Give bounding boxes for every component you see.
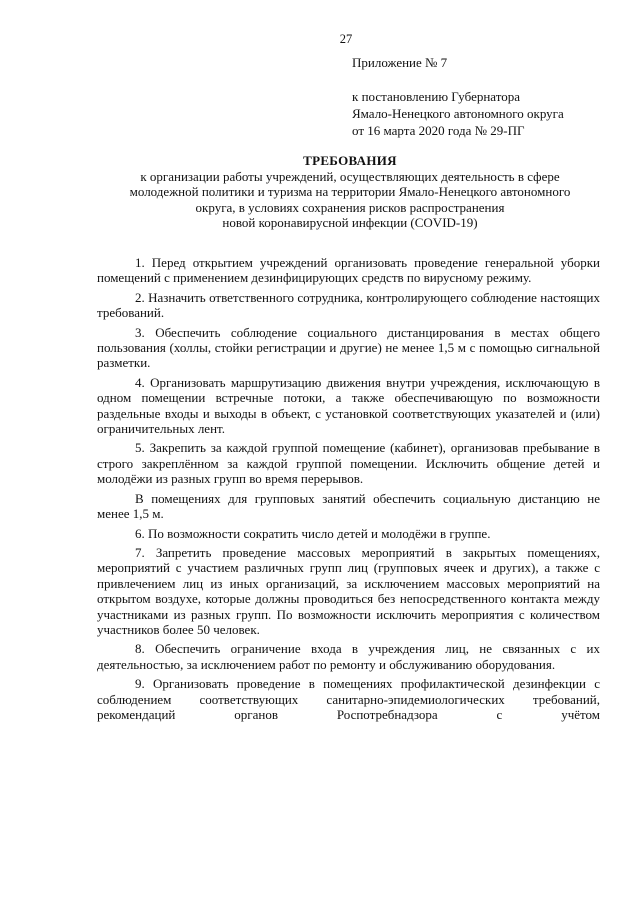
requirement-paragraph: 6. По возможности сократить число детей и молодёжи в группе. (135, 525, 491, 541)
requirement-paragraph: 5. Закрепить за каждой группой помещение (кабинет), организовав пребывание в строго закреплённом за каждой группой помещении. Исключить общение детей и молодёжи из разных групп во время перерывов. (97, 440, 600, 487)
page-number: 27 (339, 32, 353, 46)
requirement-paragraph: В помещениях для групповых занятий обеспечить социальную дистанцию не менее 1,5 м. (97, 490, 600, 522)
requirement-paragraph: 3. Обеспечить соблюдение социального дистанцирования в местах общего пользования (холлы, стойки регистрации и другие) не менее 1,5 м с помощью сигнальной разметки. (97, 324, 600, 371)
requirements-list (97, 255, 600, 722)
requirement-paragraph: 2. Назначить ответственного сотрудника, контролирующего соблюдение настоящих требований. (97, 289, 600, 321)
appendix-spacer (352, 71, 564, 88)
appendix-line: Ямало-Ненецкого автономного округа (352, 106, 564, 121)
appendix-line: от 16 марта 2020 года № 29-ПГ (352, 123, 525, 138)
document-title: ТРЕБОВАНИЯ (303, 153, 397, 168)
appendix-title: Приложение № 7 (352, 55, 448, 70)
requirement-paragraph: 8. Обеспечить ограничение входа в учреждения лиц, не связанных с их деятельностью, за исключением работ по ремонту и обслуживанию оборудования. (97, 641, 600, 672)
appendix-line: к постановлению Губернатора (352, 89, 521, 104)
requirement-paragraph: 7. Запретить проведение массовых мероприятий в закрытых помещениях, мероприятий с участием различных групп лиц (групповых ячеек и других), а также с привлечением лиц из иных организаций, за исключением массовых мероприятий на открытом воздухе, которые должны проводиться без непосредственного контакта между участниками из разных групп. По возможности исключить мероприятия с количеством участников более 50 человек. (97, 544, 600, 637)
appendix-block (352, 54, 564, 139)
requirement-paragraph: 4. Организовать маршрутизацию движения внутри учреждения, исключающую в одном помещении встречные потоки, а также обеспечивающую по возможности раздельные входы и выходы в объект, с установкой соответствующих указателей и (или) ограничительных лент. (97, 374, 600, 437)
requirement-paragraph: 9. Организовать проведение в помещениях профилактической дезинфекции с соблюдением соответствующих санитарно-эпидемиологических требований, рекомендаций органов Роспотребнадзора с учётом (97, 676, 600, 722)
heading-line: округа, в условиях сохранения рисков распространения (195, 199, 505, 215)
document-heading (90, 153, 610, 231)
heading-line: молодежной политики и туризма на территории Ямало-Ненецкого автономного (129, 184, 571, 199)
heading-line: новой коронавирусной инфекции (COVID-19) (222, 215, 478, 230)
heading-line: к организации работы учреждений, осуществляющих деятельность в сфере (140, 168, 560, 184)
requirement-paragraph: 1. Перед открытием учреждений организовать проведение генеральной уборки помещений с применением дезинфицирующих средств по вирусному режиму. (97, 255, 600, 286)
